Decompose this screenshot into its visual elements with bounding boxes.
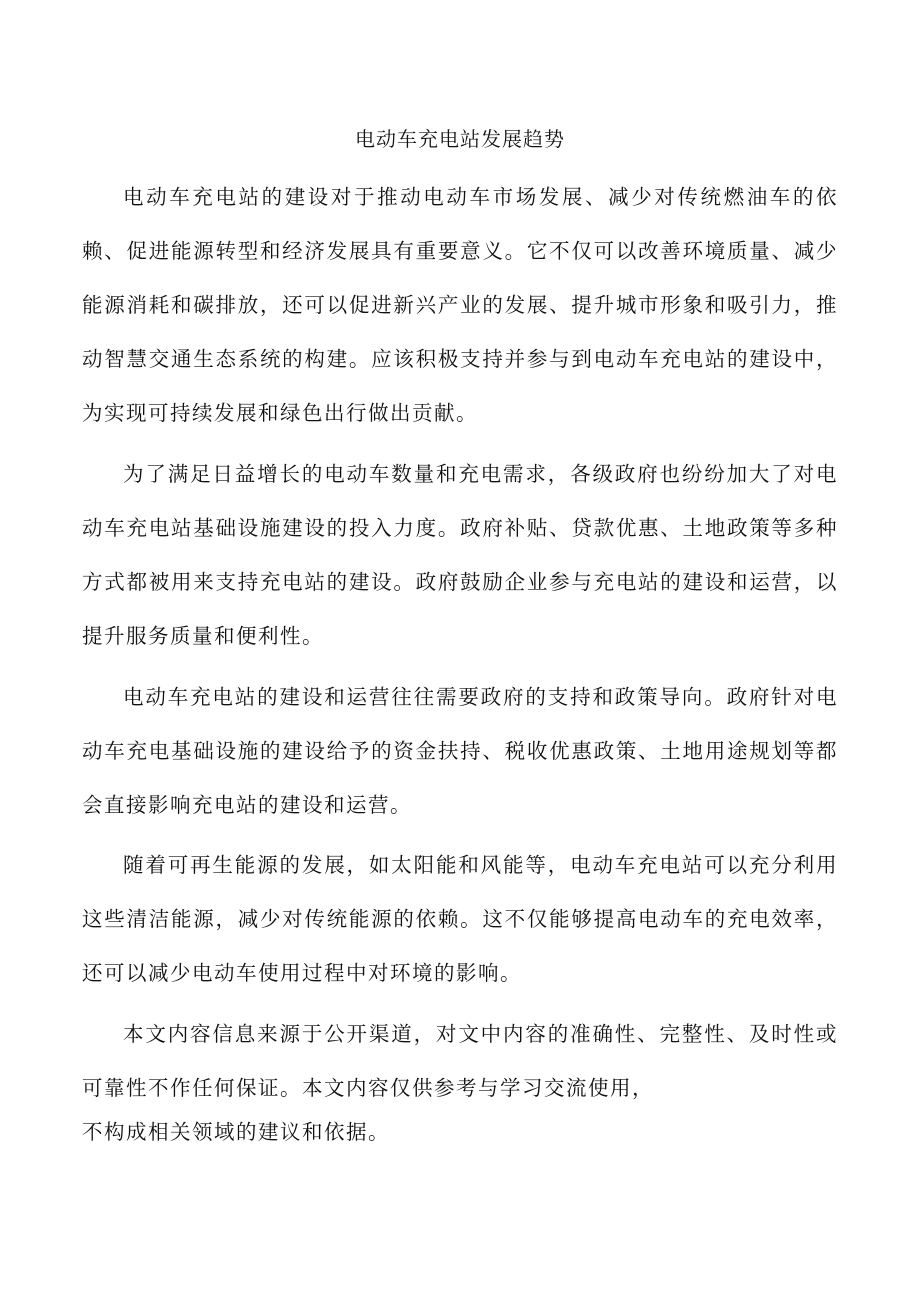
body-paragraph: 电动车充电站的建设和运营往往需要政府的支持和政策导向。政府针对电动车充电基础设施的建设给予的资金扶持、税收优惠政策、土地用途规划等都会直接影响充电站的建设和运营。 — [82, 685, 838, 817]
body-paragraph: 电动车充电站的建设对于推动电动车市场发展、减少对传统燃油车的依赖、促进能源转型和经济发展具有重要意义。它不仅可以改善环境质量、减少能源消耗和碳排放，还可以促进新兴产业的发展、提升城市形象和吸引力，推动智慧交通生态系统的构建。应该积极支持并参与到电动车充电站的建设中，为实现可持续发展和绿色出行做出贡献。 — [82, 185, 838, 425]
body-paragraph: 为了满足日益增长的电动车数量和充电需求，各级政府也纷纷加大了对电动车充电站基础设施建设的投入力度。政府补贴、贷款优惠、土地政策等多种方式都被用来支持充电站的建设。政府鼓励企业参与充电站的建设和运营，以提升服务质量和便利性。 — [82, 462, 838, 648]
body-paragraph: 随着可再生能源的发展，如太阳能和风能等，电动车充电站可以充分利用这些清洁能源，减少对传统能源的依赖。这不仅能够提高电动车的充电效率，还可以减少电动车使用过程中对环境的影响。 — [82, 853, 838, 985]
disclaimer-tail: 不构成相关领域的建议和依据。 — [82, 1120, 390, 1144]
document-title: 电动车充电站发展趋势 — [355, 127, 565, 151]
disclaimer-paragraph: 本文内容信息来源于公开渠道，对文中内容的准确性、完整性、及时性或可靠性不作任何保证。本文内容仅供参考与学习交流使用， — [82, 1022, 838, 1100]
